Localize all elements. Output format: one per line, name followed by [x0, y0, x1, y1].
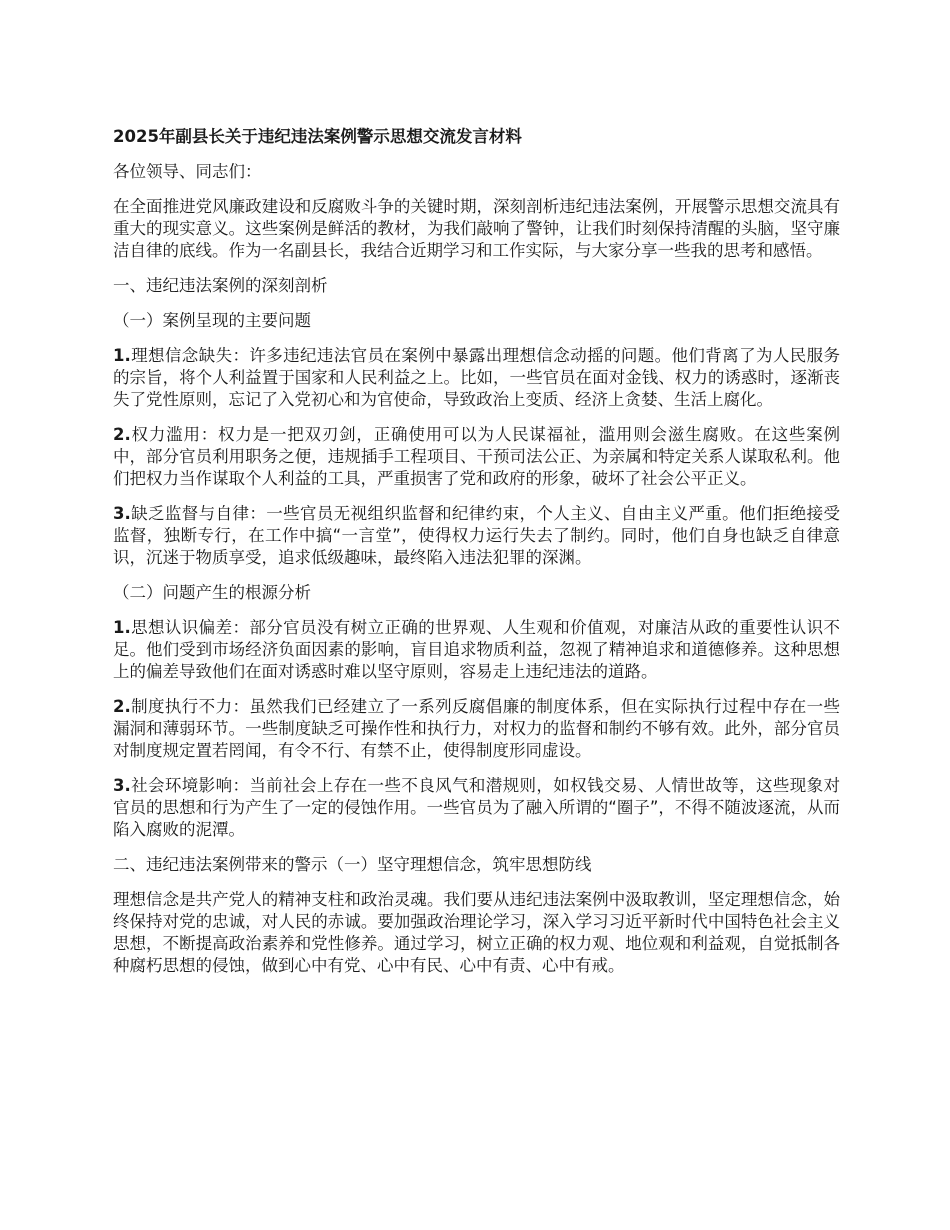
item-number: 2. — [113, 697, 131, 716]
item-text: 制度执行不力：虽然我们已经建立了一系列反腐倡廉的制度体系，但在实际执行过程中存在一些漏洞和薄弱环节。一些制度缺乏可操作性和执行力，对权力的监督和制约不够有效。此外，部分官员对制度规定置若罔闻，有令不行、有禁不止，使得制度形同虚设。 — [113, 697, 840, 760]
item-text: 理想信念缺失：许多违纪违法官员在案例中暴露出理想信念动摇的问题。他们背离了为人民服务的宗旨，将个人利益置于国家和人民利益之上。比如，一些官员在面对金钱、权力的诱惑时，逐渐丧失了党性原则，忘记了入党初心和为官使命，导致政治上变质、经济上贪婪、生活上腐化。 — [113, 346, 840, 409]
item-text: 思想认识偏差：部分官员没有树立正确的世界观、人生观和价值观，对廉洁从政的重要性认识不足。他们受到市场经济负面因素的影响，盲目追求物质利益，忽视了精神追求和道德修养。这种思想上的偏差导致他们在面对诱惑时难以坚守原则，容易走上违纪违法的道路。 — [113, 618, 840, 681]
document-page — [113, 118, 840, 990]
document-title: 2025年副县长关于违纪违法案例警示思想交流发言材料 — [113, 127, 522, 146]
section-1-heading: 一、违纪违法案例的深刻剖析 — [113, 276, 328, 295]
subsection-1-heading: （一）案例呈现的主要问题 — [113, 311, 311, 330]
item-text: 社会环境影响：当前社会上存在一些不良风气和潜规则，如权钱交易、人情世故等，这些现象对官员的思想和行为产生了一定的侵蚀作用。一些官员为了融入所谓的“圈子”，不得不随波逐流，从而陷入腐败的泥潭。 — [113, 776, 840, 839]
item-number: 3. — [113, 504, 131, 523]
item-text: 权力滥用：权力是一把双刃剑，正确使用可以为人民谋福祉，滥用则会滋生腐败。在这些案例中，部分官员利用职务之便，违规插手工程项目、干预司法公正、为亲属和特定关系人谋取私利。他们把权力当作谋取个人利益的工具，严重损害了党和政府的形象，破坏了社会公平正义。 — [113, 425, 840, 488]
numbered-paragraph — [113, 345, 840, 411]
numbered-paragraph — [113, 424, 840, 490]
subsection-2-heading: （二）问题产生的根源分析 — [113, 583, 311, 602]
salutation: 各位领导、同志们： — [113, 162, 262, 181]
section-2-paragraph: 理想信念是共产党人的精神支柱和政治灵魂。我们要从违纪违法案例中汲取教训，坚定理想信念，始终保持对党的忠诚，对人民的赤诚。要加强政治理论学习，深入学习习近平新时代中国特色社会主义思想，不断提高政治素养和党性修养。通过学习，树立正确的权力观、地位观和利益观，自觉抵制各种腐朽思想的侵蚀，做到心中有党、心中有民、心中有责、心中有戒。 — [113, 890, 840, 975]
item-number: 1. — [113, 346, 131, 365]
item-text: 缺乏监督与自律：一些官员无视组织监督和纪律约束，个人主义、自由主义严重。他们拒绝接受监督，独断专行，在工作中搞“一言堂”，使得权力运行失去了制约。同时，他们自身也缺乏自律意识，沉迷于物质享受，追求低级趣味，最终陷入违法犯罪的深渊。 — [113, 504, 840, 567]
item-number: 3. — [113, 776, 131, 795]
item-number: 1. — [113, 618, 131, 637]
numbered-paragraph — [113, 617, 840, 683]
section-2-heading: 二、违纪违法案例带来的警示（一）坚守理想信念，筑牢思想防线 — [113, 855, 592, 874]
numbered-paragraph — [113, 696, 840, 762]
numbered-paragraph — [113, 775, 840, 841]
numbered-paragraph — [113, 503, 840, 569]
intro-paragraph: 在全面推进党风廉政建设和反腐败斗争的关键时期，深刻剖析违纪违法案例，开展警示思想交流具有重大的现实意义。这些案例是鲜活的教材，为我们敲响了警钟，让我们时刻保持清醒的头脑，坚守廉洁自律的底线。作为一名副县长，我结合近期学习和工作实际，与大家分享一些我的思考和感悟。 — [113, 197, 840, 260]
item-number: 2. — [113, 425, 131, 444]
